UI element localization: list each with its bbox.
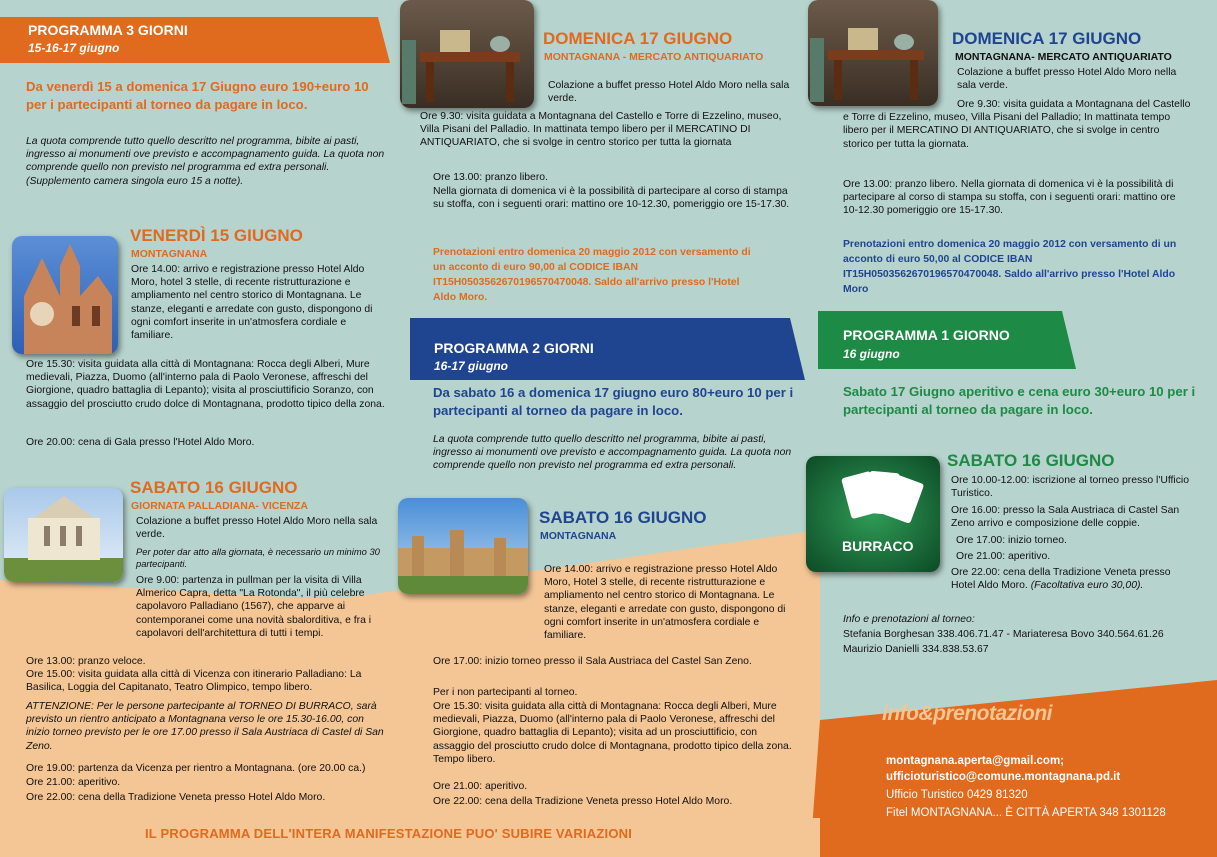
col3-domenica-p1: Colazione a buffet presso Hotel Aldo Moro nella sala verde. bbox=[957, 67, 1177, 92]
col2-sabato-p1: Ore 14.00: arrivo e registrazione presso Hotel Aldo Moro, Hotel 3 stelle, di recente ristrutturazione e ampliamento nel centro storico di Montagnana. Le stanze, eleganti e arredate con gusto, dispongono di ogni comfort inserite in un'atmosfera cordiale e familiare. bbox=[544, 564, 786, 642]
col3-domenica-p3: Ore 13.00: pranzo libero. Nella giornata di domenica vi è la possibilità di partecipare al corso di stampa su stoffa, con i seguenti orari: mattino ore 10-12.30 pomeriggio ore 15-17.30. bbox=[843, 179, 1176, 217]
col3-sabato-p5-note: (Facoltativa euro 30,00). bbox=[1030, 580, 1144, 592]
contact-fitel: Fitel MONTAGNANA... È CITTÀ APERTA 348 1301128 bbox=[886, 807, 1166, 819]
col3-sabato-title: SABATO 16 GIUGNO bbox=[947, 451, 1115, 470]
col3-domenica-title: DOMENICA 17 GIUGNO bbox=[952, 29, 1142, 48]
contact-email2[interactable]: ufficioturistico@comune.montagnana.pd.it bbox=[886, 771, 1121, 783]
info-torneo-line1: Stefania Borghesan 338.406.71.47 - Mariateresa Bovo 340.564.61.26 bbox=[843, 629, 1164, 640]
antique-desk-image bbox=[400, 0, 534, 108]
col2-sabato-title: SABATO 16 GIUGNO bbox=[539, 508, 707, 527]
prog3-price: Da venerdì 15 a domenica 17 Giugno euro 190+euro 10 per i partecipanti al torneo da pagare in loco. bbox=[26, 79, 369, 112]
col1-venerdi-place: MONTAGNANA bbox=[131, 248, 208, 260]
walls-image bbox=[398, 498, 528, 594]
prog2-dates: 16-17 giugno bbox=[434, 359, 509, 373]
col2-sabato-p3: Per i non partecipanti al torneo. bbox=[433, 687, 578, 698]
prog2-quota: La quota comprende tutto quello descritto nel programma, bibite ai pasti, ingresso ai monumenti ove previsto e accompagnamento guida. La quota non comprende quello non previsto nel programma ed extra personali. bbox=[433, 434, 792, 472]
col3-sabato-p5 bbox=[951, 566, 1191, 592]
col1-sabato-p7: Ore 21.00: aperitivo. bbox=[26, 777, 121, 788]
contact-title: info&prenotazioni bbox=[882, 702, 1052, 725]
col1-sabato-p2: Ore 9.00: partenza in pullman per la visita di Villa Almerico Capra, detta "La Rotonda", il più celebre capolavoro Palladiano (1567), che apparve ai contemporanei come una novità sbalorditiva, e fra i capolavori dell'architettura di tutti i tempi. bbox=[136, 575, 372, 639]
col1-venerdi-p3: Ore 20.00: cena di Gala presso l'Hotel Aldo Moro. bbox=[26, 437, 255, 448]
col1-sabato-place: GIORNATA PALLADIANA- VICENZA bbox=[131, 500, 308, 512]
col1-sabato-p1i: Per poter dar atto alla giornata, è necessario un minimo 30 partecipanti. bbox=[136, 546, 380, 569]
antique-desk-image-2 bbox=[808, 0, 938, 106]
col1-venerdi-p1: Ore 14.00: arrivo e registrazione presso Hotel Aldo Moro, hotel 3 stelle, di recente ristrutturazione e ampliamento nel centro storico di Montagnana. Le stanze, eleganti e arredate con gusto, dispongono di ogni comfort inserite in un'atmosfera cordiale e familiare. bbox=[131, 264, 373, 342]
col1-sabato-title: SABATO 16 GIUGNO bbox=[130, 478, 298, 497]
col3-domenica-place: MONTAGNANA- MERCATO ANTIQUARIATO bbox=[955, 51, 1172, 63]
col1-sabato-p6: Ore 19.00: partenza da Vicenza per rientro a Montagnana. (ore 20.00 ca.) bbox=[26, 763, 366, 774]
info-torneo-title: Info e prenotazioni al torneo: bbox=[843, 614, 975, 625]
burraco-image bbox=[806, 456, 940, 572]
col2-sabato-p6: Ore 22.00: cena della Tradizione Veneta presso Hotel Aldo Moro. bbox=[433, 796, 733, 807]
col3-domenica-pren: Prenotazioni entro domenica 20 maggio 2012 con versamento di un acconto di euro 50,00 al CODICE IBAN IT15H0503562670196570470048. Saldo all'arrivo presso l'Hotel Aldo Moro bbox=[843, 239, 1177, 295]
col3-sabato-p5-text: Ore 22.00: cena della Tradizione Veneta presso Hotel Aldo Moro. bbox=[951, 567, 1171, 592]
col3-sabato-p1: Ore 10.00-12.00: iscrizione al torneo presso l'Ufficio Turistico. bbox=[951, 475, 1190, 500]
col1-venerdi-title: VENERDÌ 15 GIUGNO bbox=[130, 226, 303, 245]
col1-sabato-p8: Ore 22.00: cena della Tradizione Veneta presso Hotel Aldo Moro. bbox=[26, 792, 326, 803]
contact-email1[interactable]: montagnana.aperta@gmail.com; bbox=[886, 755, 1064, 767]
col1-sabato-p3: Ore 13.00: pranzo veloce. bbox=[26, 656, 146, 667]
col3-sabato-p3: Ore 17.00: inizio torneo. bbox=[956, 535, 1067, 546]
col3-sabato-p2: Ore 16.00: presso la Sala Austriaca di Castel San Zeno arrivo e composizione delle coppie. bbox=[951, 505, 1180, 530]
prog2-title: PROGRAMMA 2 GIORNI bbox=[434, 340, 594, 356]
col1-venerdi-p2: Ore 15.30: visita guidata alla città di Montagnana: Rocca degli Alberi, Mure medievali, Piazza, Duomo (all'interno pala di Paolo Veronese, affreschi del Giorgione, quadro battaglia di Lepanto); visita al prosciuttificio Soranzo, con assaggio del prosciutto crudo dolce di Montagnana, prodotto tipico della zona. bbox=[26, 359, 385, 410]
contact-ufficio: Ufficio Turistico 0429 81320 bbox=[886, 789, 1028, 801]
col2-domenica-place: MONTAGNANA - MERCATO ANTIQUARIATO bbox=[544, 51, 764, 63]
col1-sabato-p4: Ore 15.00: visita guidata alla città di Vicenza con itinerario Palladiano: La Basilica, Loggia del Capitanato, Teatro Olimpico, tempo libero. bbox=[26, 669, 362, 694]
prog3-quota: La quota comprende tutto quello descritto nel programma, bibite ai pasti, ingresso ai monumenti ove previsto e accompagnamento guida. La quota non comprende quello non previsto nel programma ed extra personali. (Supplemento camera singola euro 15 a notte). bbox=[26, 136, 385, 187]
col3-sabato-p4: Ore 21.00: aperitivo. bbox=[956, 551, 1051, 562]
col2-domenica-p1: Colazione a buffet presso Hotel Aldo Moro nella sala verde. bbox=[548, 80, 790, 105]
col2-domenica-title: DOMENICA 17 GIUGNO bbox=[543, 29, 733, 48]
prog3-dates: 15-16-17 giugno bbox=[28, 41, 120, 55]
prog2-price: Da sabato 16 a domenica 17 giugno euro 80+euro 10 per i partecipanti al torneo da pagare in loco. bbox=[433, 385, 794, 418]
prog1-title: PROGRAMMA 1 GIORNO bbox=[843, 327, 1010, 343]
prog3-title: PROGRAMMA 3 GIORNI bbox=[28, 22, 188, 38]
footer-note: IL PROGRAMMA DELL'INTERA MANIFESTAZIONE PUO' SUBIRE VARIAZIONI bbox=[145, 826, 633, 841]
burraco-label: BURRACO bbox=[842, 538, 914, 554]
col2-domenica-p4: Nella giornata di domenica vi è la possibilità di partecipare al corso di stampa su stoffa, con i seguenti orari: mattino ore 10-12.30, pomeriggio ore 15-17.30. bbox=[433, 186, 790, 211]
villa-image bbox=[4, 488, 123, 582]
prog1-price: Sabato 17 Giugno aperitivo e cena euro 30+euro 10 per i partecipanti al torneo da pagare in loco. bbox=[843, 384, 1196, 417]
col1-sabato-p1: Colazione a buffet presso Hotel Aldo Moro nella sala verde. bbox=[136, 516, 378, 541]
col3-domenica-p2: Ore 9.30: visita guidata a Montagnana del Castello e Torre di Ezzelino, museo, Villa Pisani del Palladio; In mattinata tempo libero per il MERCATINO DI ANTIQUARIATO, che si svolge in centro storico per tutta la giornata. bbox=[843, 99, 1191, 150]
col2-domenica-p2: Ore 9.30: visita guidata a Montagnana del Castello e Torre di Ezzelino, museo, Villa Pisani del Palladio. In mattinata tempo libero per il MERCATINO DI ANTIQUARIATO, che si svolge in centro storico per tutta la giornata bbox=[420, 111, 782, 149]
col2-sabato-p2: Ore 17.00: inizio torneo presso il Sala Austriaca del Castel San Zeno. bbox=[433, 656, 752, 667]
church-image bbox=[12, 236, 118, 354]
prog1-dates: 16 giugno bbox=[843, 347, 900, 361]
col2-domenica-pren: Prenotazioni entro domenica 20 maggio 2012 con versamento di un acconto di euro 90,00 al CODICE IBAN IT15H0503562670196570470048. Saldo all'arrivo presso l'Hotel Aldo Moro. bbox=[433, 247, 751, 303]
col2-sabato-place: MONTAGNANA bbox=[540, 530, 617, 542]
col2-sabato-p4: Ore 15.30: visita guidata alla città di Montagnana: Rocca degli Alberi, Mure medievali, Piazza, Duomo (all'interno pala di Paolo Veronese, affreschi del Giorgione, quadro battaglia di Lepanto); visita ad un prosciuttificio, con assaggio del prosciutto crudo dolce di Montagnana, prodotto tipico della zona. Tempo libero. bbox=[433, 701, 792, 765]
col2-domenica-p3: Ore 13.00: pranzo libero. bbox=[433, 172, 548, 183]
info-torneo-line2: Maurizio Danielli 334.838.53.67 bbox=[843, 644, 989, 655]
col1-sabato-p5: ATTENZIONE: Per le persone partecipante al TORNEO DI BURRACO, sarà previsto un rientro anticipato a Montagnana verso le ore 15.30-16.00, con inizio torneo previsto per le ore 17.00 presso il Sala Austriaca di Castel di San Zeno. bbox=[26, 701, 384, 752]
col2-sabato-p5: Ore 21.00: aperitivo. bbox=[433, 781, 528, 792]
